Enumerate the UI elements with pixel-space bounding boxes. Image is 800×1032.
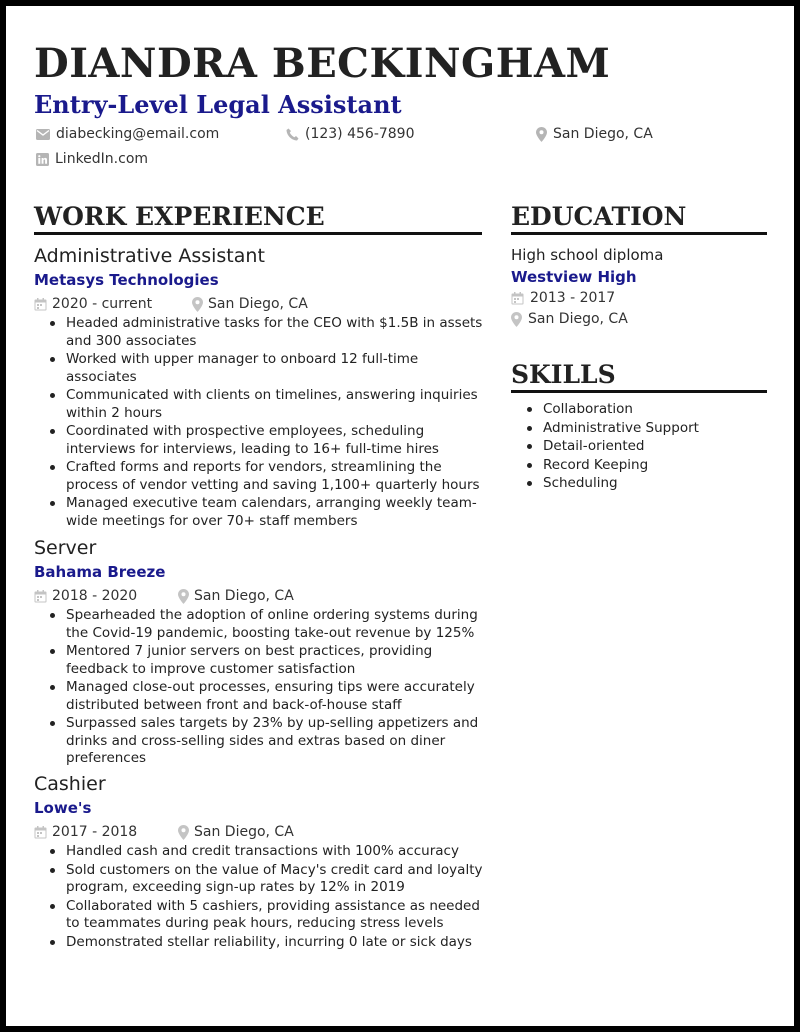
skills-list [511,401,766,494]
job-bullet: Headed administrative tasks for the CEO with $1.5B in assets and 300 associates [34,315,484,350]
job-dates [34,586,178,606]
job-location-text: San Diego, CA [194,824,294,840]
skill-item: Scheduling [511,475,766,493]
linkedin-text: LinkedIn.com [55,151,149,167]
calendar-icon [34,826,47,839]
job-bullet: Coordinated with prospective employees, scheduling interviews for interviews, leading to 16+ full-time hires [34,423,484,458]
job-dates [34,294,192,314]
contact-phone[interactable] [286,126,415,142]
job-bullet: Crafted forms and reports for vendors, streamlining the process of vendor vetting and saving 1,100+ quarterly hours [34,459,484,494]
job-dates-text: 2017 - 2018 [52,824,138,840]
job-bullet: Surpassed sales targets by 23% by up-selling appetizers and drinks and cross-selling sides and extras based on diner preferences [34,715,484,768]
skill-item: Administrative Support [511,420,766,438]
job-bullet: Spearheaded the adoption of online ordering systems during the Covid-19 pandemic, boosting take-out revenue by 125% [34,607,484,642]
email-text: diabecking@email.com [56,126,220,142]
education-dates [511,288,766,309]
section-education: EDUCATION [511,202,767,235]
section-work-experience: WORK EXPERIENCE [34,202,482,235]
education-location [511,309,766,330]
contact-location [536,126,653,142]
map-pin-icon [511,312,522,327]
candidate-name: DIANDRA BECKINGHAM [34,40,611,87]
job-bullet: Managed close-out processes, ensuring tips were accurately distributed between front and back-of-house staff [34,679,484,714]
skill-item: Record Keeping [511,457,766,475]
location-text: San Diego, CA [553,126,653,142]
job-bullet: Mentored 7 junior servers on best practices, providing feedback to improve customer satisfaction [34,643,484,678]
phone-icon [286,128,299,141]
education-location-text: San Diego, CA [528,311,628,327]
education-dates-text: 2013 - 2017 [530,290,616,306]
job-location [192,294,308,314]
company-name: Metasys Technologies [34,271,219,289]
job-bullet: Collaborated with 5 cashiers, providing assistance as needed to teammates during peak hours, reducing stress levels [34,898,484,933]
job-bullets [34,843,484,951]
company-name: Lowe's [34,799,92,817]
job-entry [34,536,484,769]
envelope-icon [36,129,50,140]
contact-email[interactable] [36,126,219,142]
school-name: Westview High [511,268,637,286]
job-dates-text: 2020 - current [52,296,153,312]
section-skills: SKILLS [511,360,767,393]
company-name: Bahama Breeze [34,563,166,581]
linkedin-icon [36,153,49,166]
job-location-text: San Diego, CA [208,296,308,312]
job-bullet: Demonstrated stellar reliability, incurring 0 late or sick days [34,934,484,952]
job-meta [34,294,484,314]
skill-item: Collaboration [511,401,766,419]
calendar-icon [34,298,47,311]
job-location [178,586,294,606]
map-pin-icon [178,825,189,840]
map-pin-icon [178,589,189,604]
job-entry [34,244,484,531]
job-bullets [34,607,484,768]
job-bullet: Worked with upper manager to onboard 12 full-time associates [34,351,484,386]
job-bullet: Communicated with clients on timelines, answering inquiries within 2 hours [34,387,484,422]
degree: High school diploma [511,246,664,264]
job-bullets [34,315,484,530]
job-bullet: Managed executive team calendars, arranging weekly team-wide meetings for over 70+ staff members [34,495,484,530]
job-bullet: Handled cash and credit transactions with 100% accuracy [34,843,484,861]
map-pin-icon [192,297,203,312]
education-entry [511,244,766,330]
resume-page [6,6,794,1026]
job-meta [34,822,484,842]
map-pin-icon [536,127,547,142]
job-meta [34,586,484,606]
skill-item: Detail-oriented [511,438,766,456]
job-dates [34,822,178,842]
phone-text: (123) 456-7890 [305,126,415,142]
job-location [178,822,294,842]
job-title: Administrative Assistant [34,245,265,267]
candidate-title: Entry-Level Legal Assistant [34,90,402,119]
calendar-icon [34,590,47,603]
contact-linkedin[interactable] [36,151,148,167]
job-dates-text: 2018 - 2020 [52,588,138,604]
job-entry [34,772,484,952]
job-title: Server [34,537,97,559]
job-bullet: Sold customers on the value of Macy's credit card and loyalty program, exceeding sign-up rates by 12% in 2019 [34,862,484,897]
job-location-text: San Diego, CA [194,588,294,604]
calendar-icon [511,292,524,305]
job-title: Cashier [34,773,106,795]
